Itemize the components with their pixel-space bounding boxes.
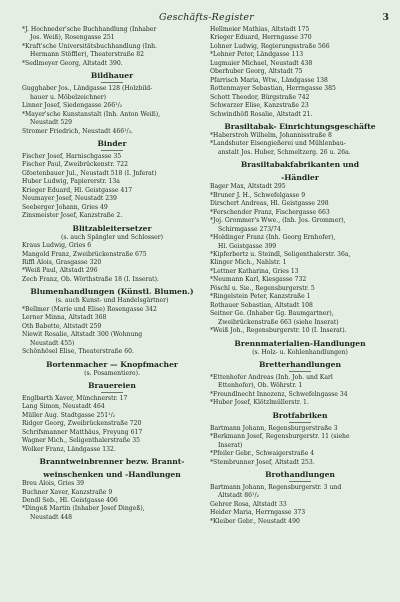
section-divider xyxy=(101,82,123,83)
directory-entry: *Landshuter Eisengießerei und Mühlenbau- xyxy=(210,140,346,148)
section-heading: Brotfabriken xyxy=(272,410,328,420)
directory-entry: *Kraft'sche Universitätsbuchhandlung (Inh. xyxy=(22,42,157,50)
directory-entry: Niewit Rosalie, Altstadt 300 (Wohnung xyxy=(22,331,143,339)
directory-entry: Lohner Ludwig, Regierungsstraße 566 xyxy=(210,42,330,50)
directory-entry: *Huber Josef, Klötzlmüllerstr. 1. xyxy=(210,399,309,407)
directory-entry: Fischer Paul, Zweibrückenstr. 722 xyxy=(22,161,129,169)
section-heading: Bretterhandlungen xyxy=(259,359,341,369)
directory-entry: Schwindhöfl Rosalie, Altstadt 21. xyxy=(210,110,313,118)
directory-entry: *Bellmer (Marie und Elise) Rosengasse 342 xyxy=(22,305,157,313)
directory-entry: Dendl Seb., Hl. Geistgasse 406 xyxy=(22,497,118,505)
directory-entry: *Kleiber Gebr., Neustadt 490 xyxy=(210,517,300,525)
directory-entry: Stromer Friedrich, Neustadt 466¹/₃. xyxy=(22,127,133,135)
directory-entry: *Kipferbertz u. Steindl, Seligenthalerstr. 36a, xyxy=(210,250,351,258)
entry-continuation: Zweibrückenstraße 663 (siehe Inserat) xyxy=(218,318,339,326)
directory-entry: Schrifsmanner Matthäus, Freyung 617 xyxy=(22,428,143,436)
directory-entry: Bartmann Johann, Regensburgerstraße 3 xyxy=(210,424,338,432)
section-heading: Blumenhandlungen (Künstl. Blumen.) xyxy=(30,287,194,297)
directory-entry: *Weiß Joh., Regensburgerstr. 10 (I. Inserat). xyxy=(210,327,347,335)
directory-entry: Zinsmeister Josef, Kanzstraße 2. xyxy=(22,212,123,220)
section-heading: Brasiltabakfabrikanten und xyxy=(240,160,360,170)
directory-entry: Lang Simon, Neustadt 464 xyxy=(22,403,105,411)
entry-continuation: Schirmgasse 273/74 xyxy=(218,225,281,233)
section-heading: Blitzableitersetzer xyxy=(72,223,152,233)
directory-entry: Schönhösel Elise, Theaterstraße 60. xyxy=(22,348,134,356)
directory-entry: Wagner Mich., Seligenthalerstraße 35 xyxy=(22,437,141,445)
entry-continuation: Hermann Stöffler), Theaterstraße 82 xyxy=(30,51,145,59)
directory-entry: *Stembrunner Josef, Altstadt 253. xyxy=(210,458,315,466)
directory-entry: *Freundlnecht Innozenz, Schwefelngasse 34 xyxy=(210,390,348,398)
directory-entry: Dirschert Andreas, Hl. Geistgasse 298 xyxy=(210,200,329,208)
directory-entry: Bartmann Johann, Regensburgerstr. 3 und xyxy=(210,484,342,492)
section-heading: Binder xyxy=(97,138,127,148)
directory-entry: *Ferschender Franz, Fischergasse 663 xyxy=(210,208,330,216)
directory-entry: Fischer Josef, Harnischgasse 35 xyxy=(22,152,122,160)
directory-entry: *Dingeß Martin (Inhaber Josef Dingeß), xyxy=(22,505,145,513)
directory-entry: *Bruner J. H., Schwefelgasse 9 xyxy=(210,191,306,199)
directory-entry: Englbarth Xaver, Münchnerstr. 17 xyxy=(22,394,128,402)
directory-entry: Lugmaier Michael, Neustadt 438 xyxy=(210,59,313,67)
directory-entry: Seitner Ge. (Inhaber Gg. Baumgartner), xyxy=(210,310,334,318)
right-column xyxy=(210,26,390,526)
directory-entry: Rottenmayer Sebastian, Herrngasse 385 xyxy=(210,85,336,93)
columns xyxy=(22,26,391,526)
directory-entry: Huber Ludwig, Papiererstr. 13a xyxy=(22,178,120,186)
entry-continuation: Hl. Geistgasse 399 xyxy=(218,242,277,250)
entry-continuation: Jos. Weiß), Rosengasse 251 xyxy=(30,34,115,42)
directory-entry: Bager Max, Altstadt 295 xyxy=(210,183,286,191)
directory-entry: *Lettner Katharina, Gries 13 xyxy=(210,267,299,275)
directory-entry: *Ringelstein Peter, Kanzstraße 1 xyxy=(210,293,311,301)
section-note: (s. auch Kunst- und Handelsgärtner) xyxy=(55,297,169,305)
directory-entry: *Lehner Peter, Ländgasse 113 xyxy=(210,51,304,59)
directory-entry: Schott Theodor, Bürgstraße 742 xyxy=(210,93,310,101)
directory-entry: Seeberger Johann, Gries 49 xyxy=(22,203,108,211)
directory-entry: Müller Aug. Stadtgasse 251¹/₂ xyxy=(22,411,116,419)
section-divider xyxy=(289,371,311,372)
directory-entry: *Haberstroh Wilhelm, Johannisstraße 8 xyxy=(210,131,332,139)
directory-entry: *Weiß Paul, Altstadt 296 xyxy=(22,267,98,275)
directory-entry: Lerner Minna, Altstadt 368 xyxy=(22,314,107,322)
directory-entry: Buchner Xaver, Kanzstraße 9 xyxy=(22,488,113,496)
directory-entry: Krieger Eduard, Hl. Geistgasse 417 xyxy=(22,186,133,194)
section-heading: Brauereien xyxy=(88,380,136,390)
directory-entry: Neumayer Josef, Neustadt 239 xyxy=(22,195,117,203)
section-heading: Branntweinbrenner bezw. Brannt- xyxy=(39,457,185,467)
entry-continuation: hauer u. Möbelzeichner) xyxy=(30,93,107,101)
directory-entry: *Sedlmeyer Georg, Altstadt 390. xyxy=(22,59,123,67)
directory-entry: Zech Franz, Ob. Wörthstraße 18 (I. Inserat). xyxy=(22,275,159,283)
directory-entry: Gehrer Rosa, Altstadt 33 xyxy=(210,500,287,508)
entry-continuation: Neustadt 448 xyxy=(30,513,72,521)
directory-entry: Riffl Alois, Grasgasse 320 xyxy=(22,258,102,266)
section-heading: Brennmaterialien-Handlungen xyxy=(234,338,366,348)
directory-entry: *Pfeiler Gebr., Schwaigerstraße 4 xyxy=(210,450,315,458)
section-heading: Bortenmacher — Knopfmacher xyxy=(46,359,178,369)
section-heading: -Händler xyxy=(281,173,319,183)
directory-entry: Pöschl u. Sie., Regensburgerstr. 5 xyxy=(210,284,315,292)
directory-entry: Krieger Eduard, Herrngasse 370 xyxy=(210,34,312,42)
directory-entry: Wolker Franz, Ländgasse 132. xyxy=(22,445,116,453)
directory-entry: *Joj. Grommer's Wwe., (Inh. Jos. Grommer), xyxy=(210,217,346,225)
directory-entry: Schwarzer Elise, Kanzstraße 23 xyxy=(210,102,309,110)
section-divider xyxy=(289,422,311,423)
directory-entry: Breu Alois, Gries 39 xyxy=(22,480,84,488)
directory-entry: Oberhuber Georg, Altstadt 75 xyxy=(210,68,303,76)
running-title: Geschäfts-Register xyxy=(159,12,254,23)
entry-continuation: Altstadt 86¹/₂ xyxy=(218,492,259,500)
directory-entry: Ridger Georg, Zweibrückenstraße 720 xyxy=(22,420,142,428)
section-heading: Brasiltabak- Einrichtungsgeschäfte xyxy=(224,121,376,131)
directory-entry: *Ettenhofer Andreas (Inh. Joh. und Karl xyxy=(210,373,333,381)
section-heading: Brothandlungen xyxy=(265,470,335,480)
section-note: (s. auch Spängler und Schlosser) xyxy=(60,233,164,241)
page-header xyxy=(22,10,391,26)
directory-entry: Mangold Franz, Zweibrückenstraße 675 xyxy=(22,250,147,258)
directory-entry: Linner Josef, Siedengasse 266¹/₂ xyxy=(22,102,123,110)
section-divider xyxy=(101,150,123,151)
section-divider xyxy=(101,392,123,393)
page-number: 3 xyxy=(382,12,389,23)
directory-entry: Klinger Mich., Nahlstr. 1 xyxy=(210,259,287,267)
directory-entry: *Holdinger Franz (Inh. Georg Ernhofer), xyxy=(210,234,336,242)
entry-continuation: Ettenhofer), Ob. Wöhrstr. 1 xyxy=(218,382,303,390)
section-divider xyxy=(289,481,311,482)
directory-entry: Kraus Ludwig, Gries 6 xyxy=(22,242,92,250)
entry-continuation: anstalt Jos. Huber, Schmeltzerg. 26 u. 26a. xyxy=(218,148,351,156)
directory-entry: Gfoetenbauer Jul., Neustadt 518 (I. Jnferat) xyxy=(22,169,157,177)
entry-continuation: Neustadt 455) xyxy=(30,339,75,347)
directory-entry: *Neumann Karl, Kiesgasse 732 xyxy=(210,276,307,284)
directory-entry: *Berkmann Josef, Regensburgerstr. 11 (siehe xyxy=(210,433,350,441)
directory-entry: *J. Hochneder'sche Buchhandlung (Inhaber xyxy=(22,26,157,33)
left-column xyxy=(22,26,202,526)
directory-entry: Heider Maria, Herrngasse 373 xyxy=(210,509,306,517)
directory-entry: Hellmeier Mathias, Altstadt 175 xyxy=(210,26,310,33)
directory-entry: Gugghaber Jos., Ländgasse 128 (Holzbild- xyxy=(22,85,153,93)
directory-entry: Rothauer Sebastian, Altstadt 108 xyxy=(210,301,313,309)
section-heading: Bildhauer xyxy=(90,71,134,81)
section-heading: weinschenken und -Handlungen xyxy=(43,470,181,480)
directory-entry: *Mayer'sche Kunstanstalt (Inh. Anton Weiß), xyxy=(22,110,161,118)
entry-continuation: Inserat) xyxy=(218,441,243,449)
section-note: (s. Posamentiere). xyxy=(84,369,140,377)
section-note: (s. Holz- u. Kohlenhandlungen) xyxy=(252,348,348,356)
entry-continuation: Neustadt 529 xyxy=(30,119,72,127)
directory-entry: Oth Babette, Altstadt 259 xyxy=(22,322,102,330)
directory-entry: Pfarrisch Maria, Wtw., Ländgasse 138 xyxy=(210,76,328,84)
